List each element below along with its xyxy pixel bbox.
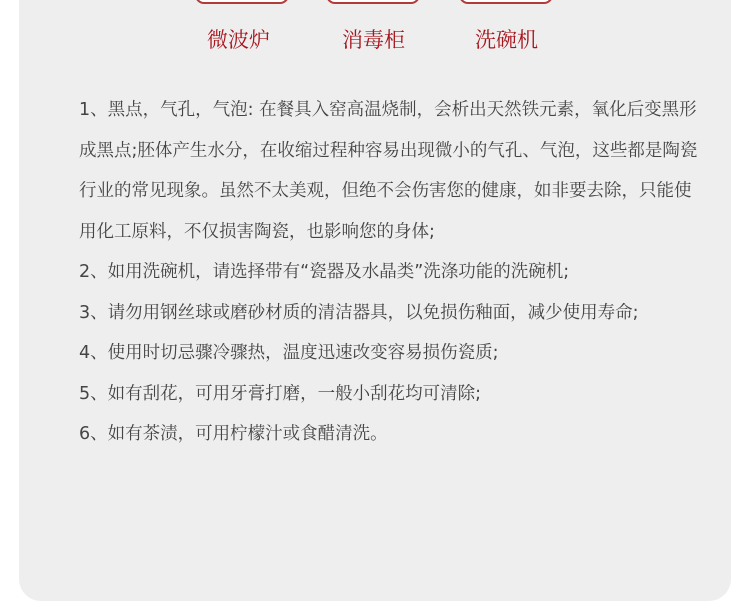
care-note-3: 3、请勿用钢丝球或磨砂材质的清洁器具，以免损伤釉面，减少使用寿命; [79, 302, 639, 323]
category-label-sterilizer: 消毒柜 [342, 28, 405, 52]
dishwasher-icon-frame [459, 0, 553, 4]
category-label-dishwasher: 洗碗机 [475, 28, 538, 52]
care-note-2: 2、如用洗碗机，请选择带有“瓷器及水晶类”洗涤功能的洗碗机; [79, 262, 570, 282]
care-note-5: 5、如有刮花，可用牙膏打磨，一般小刮花均可清除; [79, 383, 482, 404]
care-note-4: 4、使用时切忌骤冷骤热，温度迅速改变容易损伤瓷质; [79, 343, 499, 363]
care-note-1: 1、黑点，气孔，气泡: 在餐具入窑高温烧制，会析出天然铁元素，氧化后变黑形成黑点;胚体产生水分，在收缩过程种容易出现微小的气孔、气泡，这些都是陶瓷行业的常见现象。虽然不太美观，但绝不会伤害您的健康，如非要去除，只能使用化工原料，不仅损害陶瓷，也影响您的身体; [79, 100, 698, 242]
sterilizer-icon-frame [326, 0, 420, 4]
microwave-icon-frame [195, 0, 289, 4]
care-notes-list [79, 90, 699, 455]
care-note-6: 6、如有茶渍，可用柠檬汁或食醋清洗。 [79, 424, 388, 444]
category-label-microwave: 微波炉 [207, 28, 270, 52]
